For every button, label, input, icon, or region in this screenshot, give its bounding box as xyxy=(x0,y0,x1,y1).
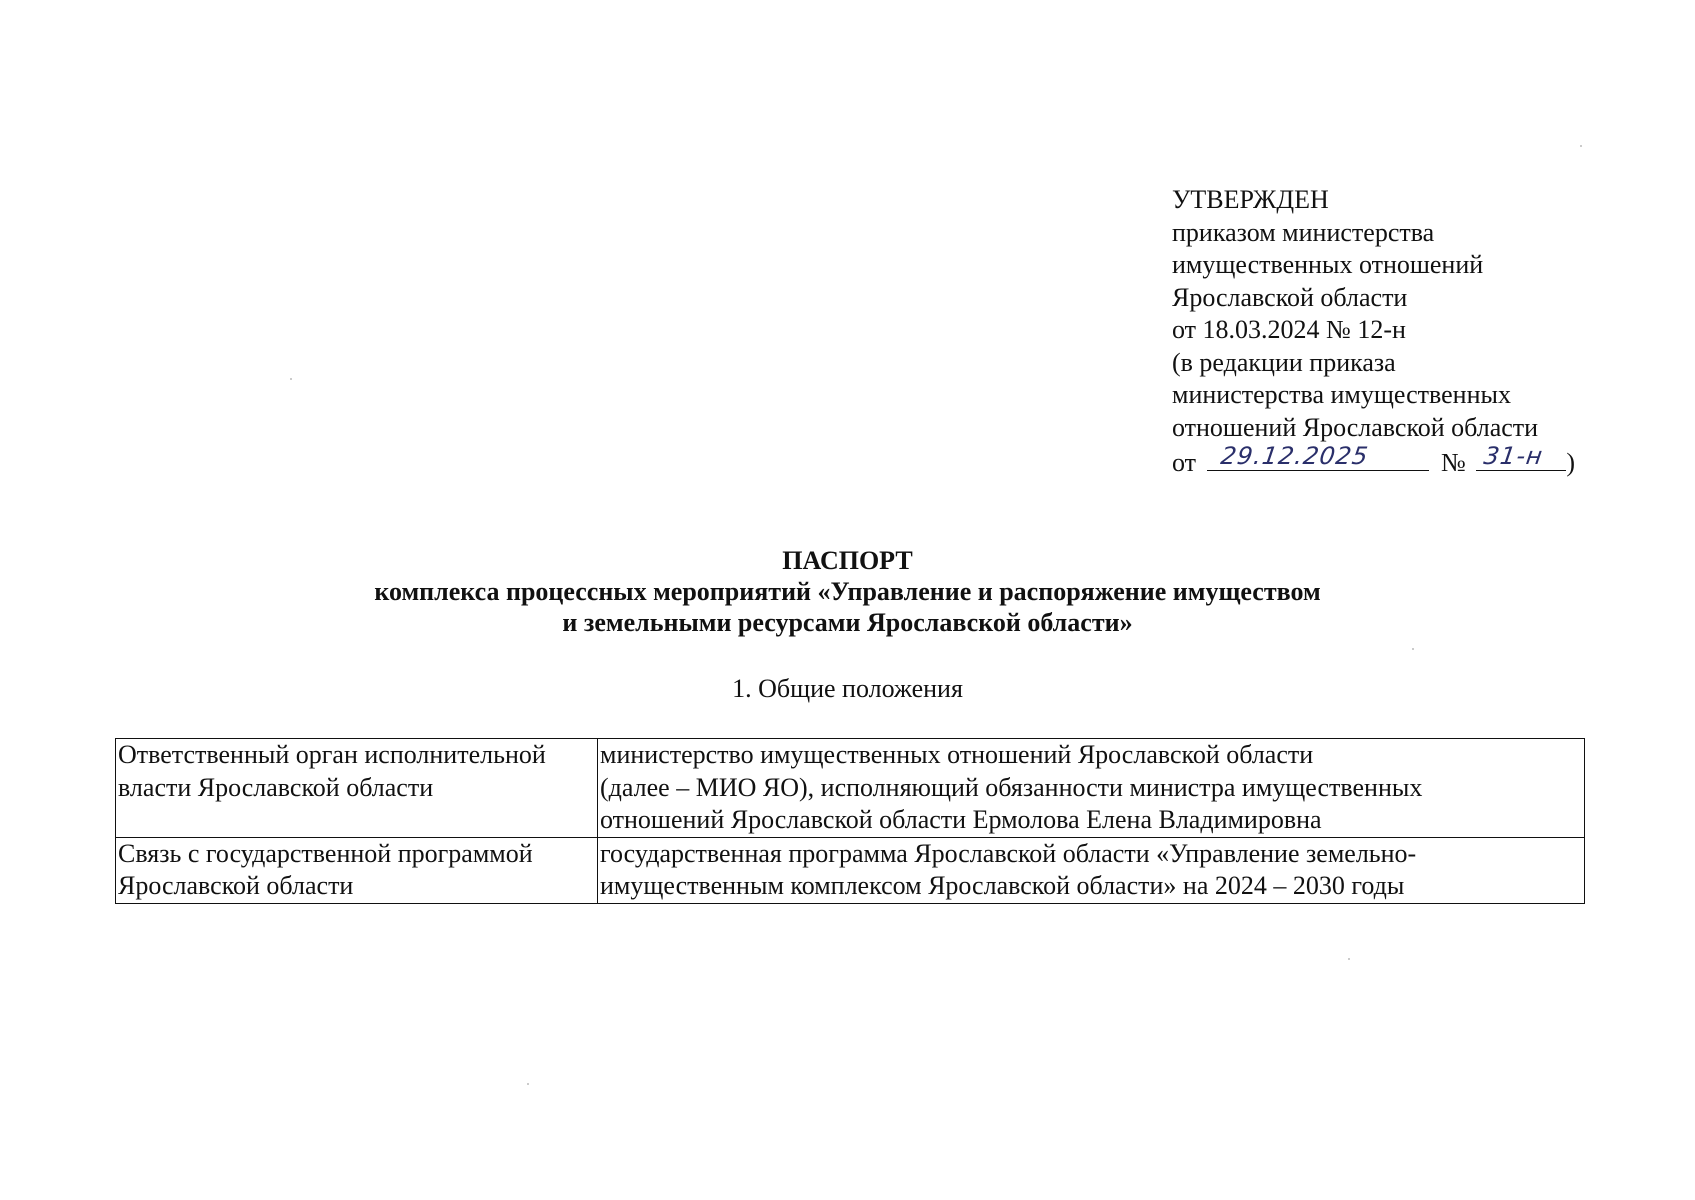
approval-line: приказом министерства xyxy=(1172,217,1435,247)
approval-line: отношений Ярославской области xyxy=(1172,412,1539,442)
title-line: комплекса процессных мероприятий «Управление и распоряжение имуществом xyxy=(374,577,1321,606)
cell-line: имущественным комплексом Ярославской области» на 2024 – 2030 годы xyxy=(600,871,1405,900)
approval-line: министерства имущественных xyxy=(1172,380,1511,409)
table-cell-value xyxy=(598,739,1585,838)
scan-speck xyxy=(1348,958,1350,960)
approval-line: от 18.03.2024 № 12-н xyxy=(1172,315,1406,344)
title-main: ПАСПОРТ xyxy=(782,546,913,575)
scan-speck xyxy=(1580,145,1582,147)
approval-heading: УТВЕРЖДЕН xyxy=(1172,185,1329,214)
cell-line: министерство имущественных отношений Ярославской области xyxy=(600,740,1314,769)
scan-speck xyxy=(1412,648,1414,650)
section-heading: 1. Общие положения xyxy=(732,674,963,703)
approval-line: (в редакции приказа xyxy=(1172,347,1396,377)
amendment-prefix: от xyxy=(1172,448,1197,477)
amendment-number-sign: № xyxy=(1441,448,1466,477)
table-row xyxy=(116,837,1585,903)
cell-line: власти Ярославской области xyxy=(118,772,434,802)
amendment-number-field xyxy=(1476,441,1566,471)
approval-stamp xyxy=(1172,184,1575,480)
table-cell-label xyxy=(116,837,598,903)
cell-line: Ответственный орган исполнительной xyxy=(118,740,546,769)
amendment-close: ) xyxy=(1566,448,1576,477)
amendment-line xyxy=(1172,441,1576,480)
amendment-number-handwritten: 31-н xyxy=(1482,441,1546,470)
cell-line: Связь с государственной программой xyxy=(118,838,533,868)
table-row xyxy=(116,739,1585,838)
amendment-date-handwritten: 29.12.2025 xyxy=(1218,441,1370,470)
scan-speck xyxy=(527,1083,529,1085)
general-provisions-table xyxy=(115,738,1585,904)
amendment-date-field xyxy=(1207,441,1429,471)
table-cell-value xyxy=(598,837,1585,903)
cell-line: Ярославской области xyxy=(118,871,354,900)
title-line: и земельными ресурсами Ярославской области» xyxy=(562,608,1133,637)
cell-line: (далее – МИО ЯО), исполняющий обязанности министра имущественных xyxy=(600,772,1423,802)
cell-line: отношений Ярославской области Ермолова Елена Владимировна xyxy=(600,805,1322,834)
scan-speck xyxy=(290,378,292,380)
table-cell-label xyxy=(116,739,598,838)
document-title xyxy=(0,545,1695,638)
approval-line: имущественных отношений xyxy=(1172,250,1484,279)
approval-line: Ярославской области xyxy=(1172,282,1408,312)
cell-line: государственная программа Ярославской области «Управление земельно- xyxy=(600,838,1417,868)
